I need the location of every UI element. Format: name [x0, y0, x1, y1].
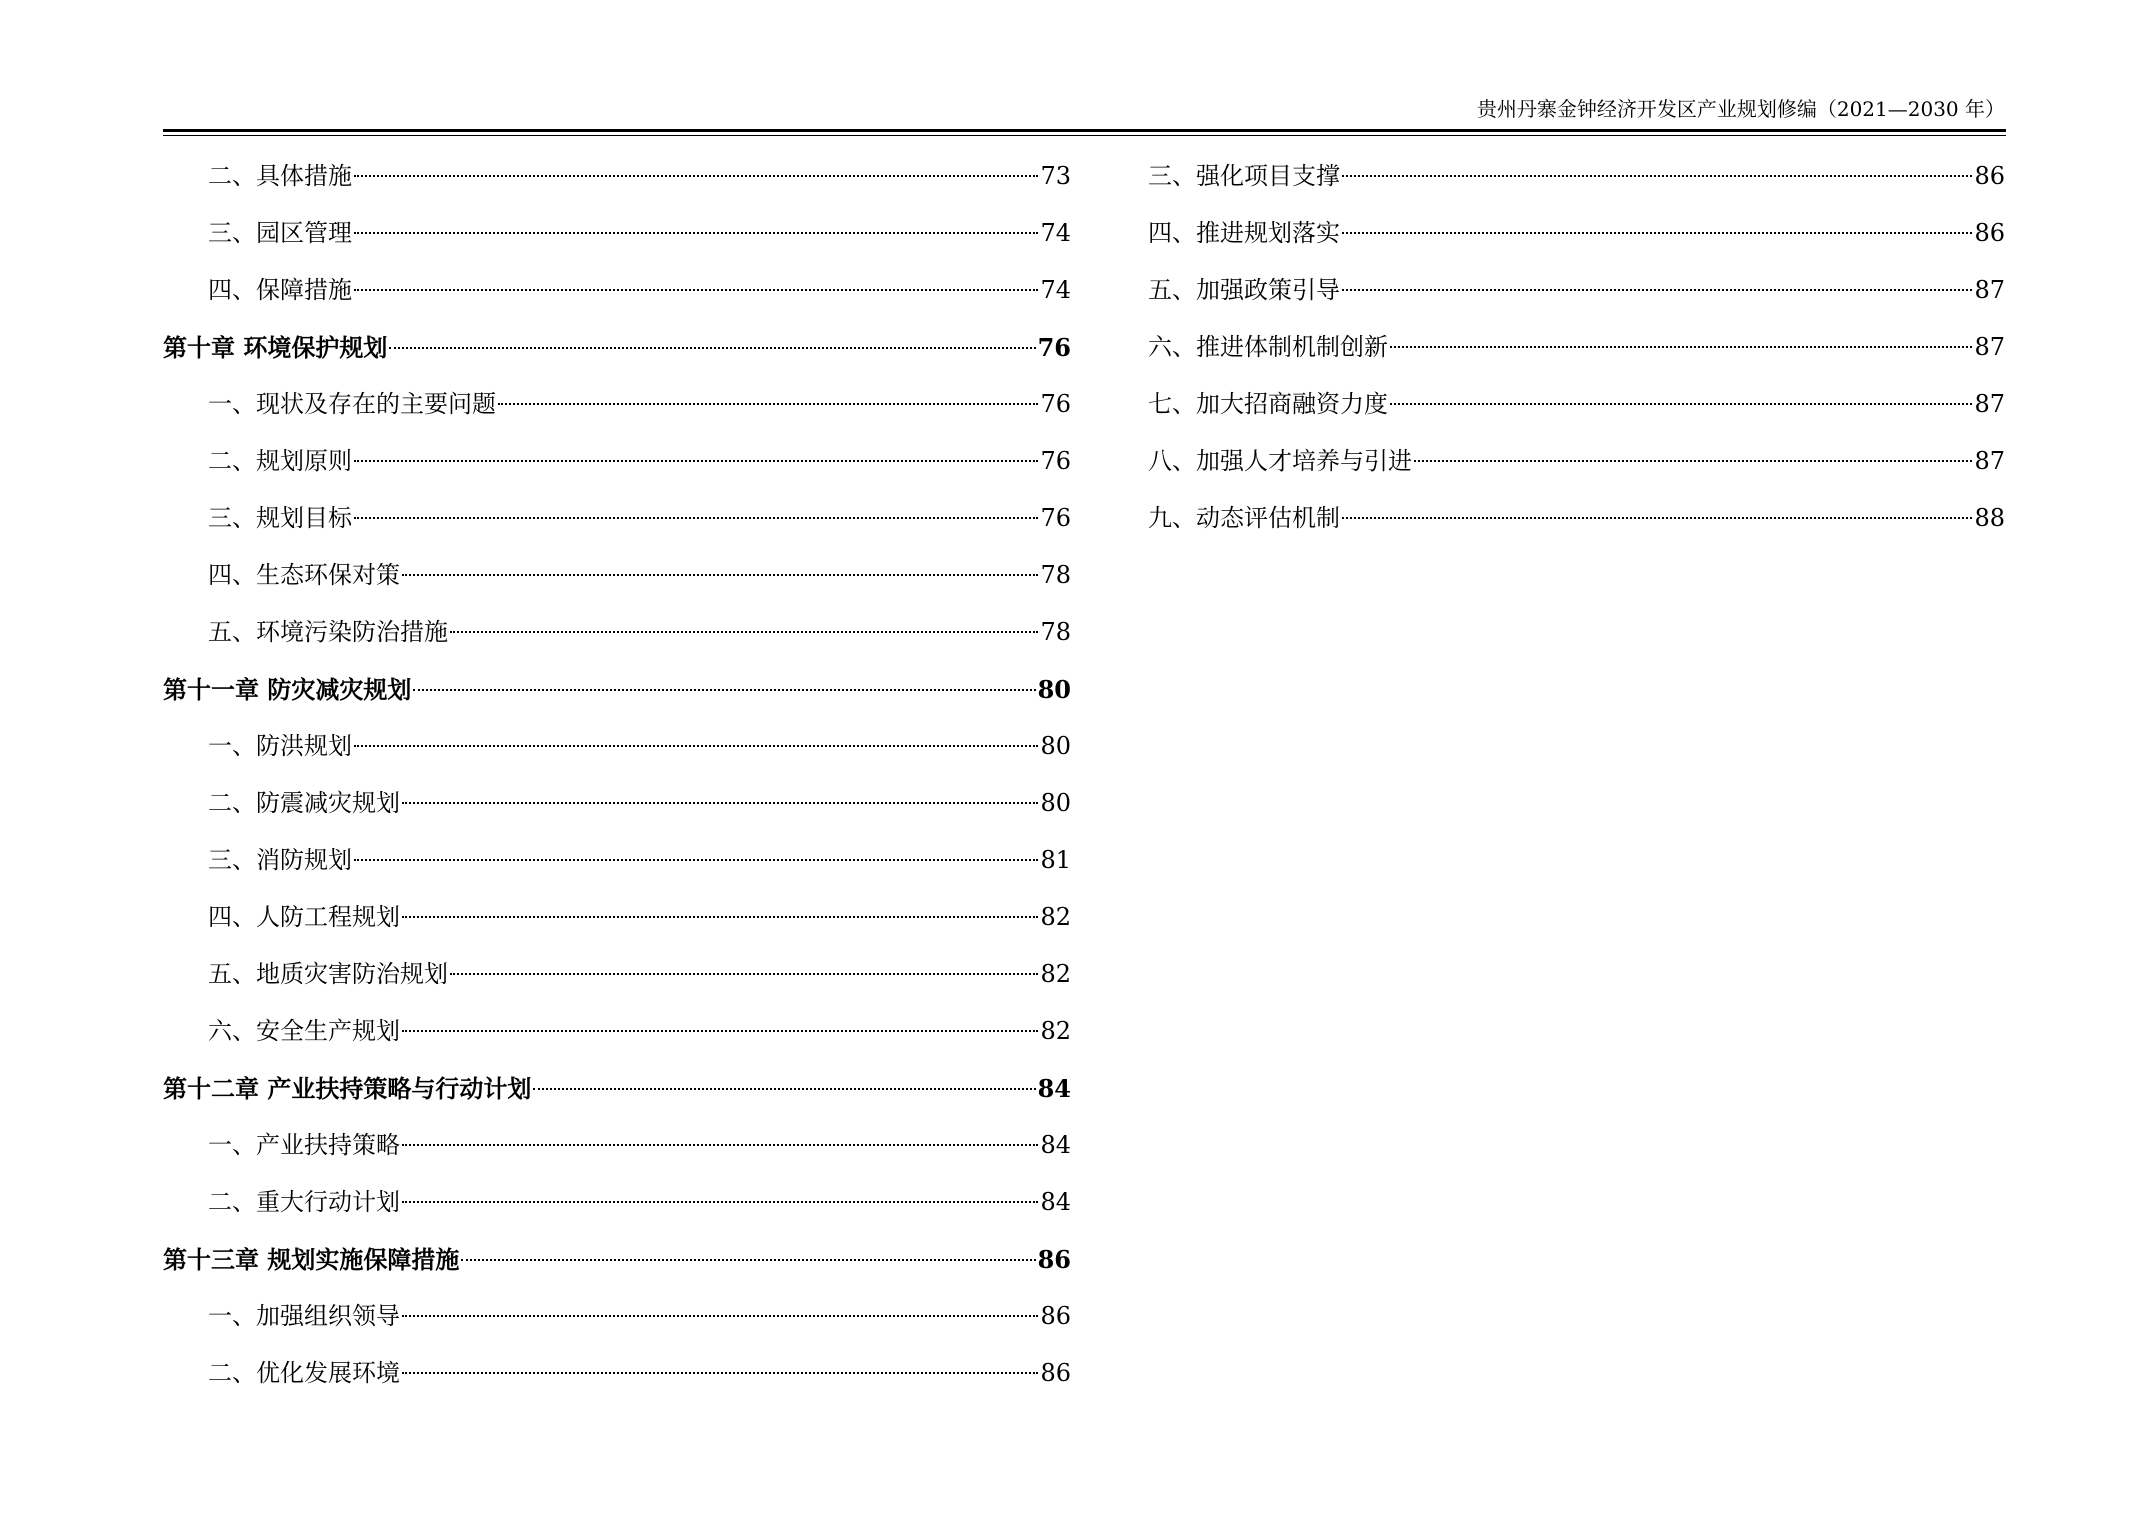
- toc-dot-leader: [354, 745, 1038, 747]
- toc-section-entry[interactable]: [1148, 319, 2005, 376]
- toc-dot-leader: [354, 175, 1038, 177]
- toc-dot-leader: [1342, 175, 1972, 177]
- toc-entry-title: 一、现状及存在的主要问题: [208, 390, 496, 418]
- toc-entry-title: 第十二章 产业扶持策略与行动计划: [163, 1074, 532, 1103]
- header-rule-thick: [163, 129, 2006, 132]
- toc-section-entry[interactable]: [163, 718, 1071, 775]
- toc-page-number: 84: [1040, 1131, 1071, 1159]
- toc-chapter-entry[interactable]: [163, 661, 1071, 718]
- toc-page-number: 87: [1974, 333, 2005, 361]
- toc-dot-leader: [354, 859, 1038, 861]
- toc-section-entry[interactable]: [163, 832, 1071, 889]
- toc-page-number: 78: [1040, 561, 1071, 589]
- toc-page-number: 80: [1040, 789, 1071, 817]
- toc-entry-title: 二、具体措施: [208, 162, 352, 190]
- toc-dot-leader: [389, 347, 1035, 349]
- toc-entry-title: 一、防洪规划: [208, 732, 352, 760]
- document-header-title: 贵州丹寨金钟经济开发区产业规划修编（2021—2030 年）: [1476, 97, 2005, 121]
- toc-dot-leader: [461, 1259, 1035, 1261]
- toc-entry-title: 一、产业扶持策略: [208, 1131, 400, 1159]
- toc-entry-title: 七、加大招商融资力度: [1148, 390, 1388, 418]
- toc-dot-leader: [450, 973, 1038, 975]
- toc-page-number: 81: [1040, 846, 1071, 874]
- toc-dot-leader: [1342, 232, 1972, 234]
- toc-entry-title: 四、人防工程规划: [208, 903, 400, 931]
- toc-section-entry[interactable]: [163, 1288, 1071, 1345]
- toc-section-entry[interactable]: [163, 946, 1071, 1003]
- toc-page-number: 86: [1974, 162, 2005, 190]
- toc-page-number: 88: [1974, 504, 2005, 532]
- toc-section-entry[interactable]: [163, 1003, 1071, 1060]
- toc-section-entry[interactable]: [163, 433, 1071, 490]
- toc-entry-title: 三、规划目标: [208, 504, 352, 532]
- toc-section-entry[interactable]: [163, 889, 1071, 946]
- toc-entry-title: 第十章 环境保护规划: [163, 333, 388, 362]
- toc-dot-leader: [402, 1030, 1038, 1032]
- toc-entry-title: 三、强化项目支撑: [1148, 162, 1340, 190]
- toc-entry-title: 四、保障措施: [208, 276, 352, 304]
- toc-section-entry[interactable]: [1148, 433, 2005, 490]
- toc-chapter-entry[interactable]: [163, 1231, 1071, 1288]
- toc-page-number: 74: [1040, 276, 1071, 304]
- toc-dot-leader: [402, 916, 1038, 918]
- toc-entry-title: 八、加强人才培养与引进: [1148, 447, 1412, 475]
- toc-section-entry[interactable]: [163, 148, 1071, 205]
- toc-dot-leader: [402, 1201, 1038, 1203]
- toc-chapter-entry[interactable]: [163, 319, 1071, 376]
- toc-entry-title: 五、环境污染防治措施: [208, 618, 448, 646]
- toc-entry-title: 四、推进规划落实: [1148, 219, 1340, 247]
- toc-page-number: 76: [1040, 447, 1071, 475]
- toc-page-number: 84: [1040, 1188, 1071, 1216]
- toc-dot-leader: [1414, 460, 1972, 462]
- toc-page-number: 76: [1037, 333, 1071, 362]
- toc-dot-leader: [533, 1088, 1035, 1090]
- toc-dot-leader: [354, 460, 1038, 462]
- toc-section-entry[interactable]: [1148, 148, 2005, 205]
- toc-section-entry[interactable]: [163, 262, 1071, 319]
- toc-dot-leader: [354, 289, 1038, 291]
- toc-dot-leader: [1390, 403, 1972, 405]
- toc-page-number: 86: [1974, 219, 2005, 247]
- toc-section-entry[interactable]: [163, 1345, 1071, 1402]
- toc-dot-leader: [402, 1372, 1038, 1374]
- toc-chapter-entry[interactable]: [163, 1060, 1071, 1117]
- toc-page-number: 84: [1037, 1074, 1071, 1103]
- toc-entry-title: 第十三章 规划实施保障措施: [163, 1245, 460, 1274]
- toc-entry-title: 三、园区管理: [208, 219, 352, 247]
- toc-page-number: 82: [1040, 960, 1071, 988]
- toc-dot-leader: [413, 689, 1035, 691]
- toc-entry-title: 二、防震减灾规划: [208, 789, 400, 817]
- toc-page-number: 73: [1040, 162, 1071, 190]
- toc-dot-leader: [354, 517, 1038, 519]
- toc-section-entry[interactable]: [1148, 262, 2005, 319]
- toc-dot-leader: [402, 1315, 1038, 1317]
- toc-dot-leader: [1342, 517, 1972, 519]
- toc-page-number: 76: [1040, 390, 1071, 418]
- toc-section-entry[interactable]: [1148, 490, 2005, 547]
- toc-dot-leader: [402, 574, 1038, 576]
- toc-page-number: 86: [1040, 1302, 1071, 1330]
- toc-page-number: 87: [1974, 276, 2005, 304]
- toc-entry-title: 九、动态评估机制: [1148, 504, 1340, 532]
- toc-page-number: 86: [1040, 1359, 1071, 1387]
- toc-section-entry[interactable]: [163, 376, 1071, 433]
- toc-page-number: 80: [1040, 732, 1071, 760]
- toc-section-entry[interactable]: [163, 205, 1071, 262]
- toc-entry-title: 第十一章 防灾减灾规划: [163, 675, 412, 704]
- toc-page-number: 87: [1974, 390, 2005, 418]
- toc-entry-title: 六、安全生产规划: [208, 1017, 400, 1045]
- toc-dot-leader: [498, 403, 1038, 405]
- toc-section-entry[interactable]: [163, 604, 1071, 661]
- toc-section-entry[interactable]: [163, 775, 1071, 832]
- toc-section-entry[interactable]: [1148, 376, 2005, 433]
- toc-entry-title: 二、重大行动计划: [208, 1188, 400, 1216]
- toc-dot-leader: [1390, 346, 1972, 348]
- header-rule-thin: [163, 135, 2006, 136]
- toc-entry-title: 五、地质灾害防治规划: [208, 960, 448, 988]
- toc-page-number: 80: [1037, 675, 1071, 704]
- toc-section-entry[interactable]: [1148, 205, 2005, 262]
- toc-dot-leader: [402, 1144, 1038, 1146]
- toc-dot-leader: [450, 631, 1038, 633]
- toc-page-number: 82: [1040, 1017, 1071, 1045]
- toc-entry-title: 六、推进体制机制创新: [1148, 333, 1388, 361]
- toc-entry-title: 一、加强组织领导: [208, 1302, 400, 1330]
- toc-page-number: 87: [1974, 447, 2005, 475]
- toc-entry-title: 三、消防规划: [208, 846, 352, 874]
- toc-dot-leader: [402, 802, 1038, 804]
- toc-entry-title: 五、加强政策引导: [1148, 276, 1340, 304]
- toc-page-number: 76: [1040, 504, 1071, 532]
- toc-left-column: [163, 148, 1071, 1402]
- toc-page-number: 74: [1040, 219, 1071, 247]
- toc-entry-title: 二、优化发展环境: [208, 1359, 400, 1387]
- toc-page-number: 82: [1040, 903, 1071, 931]
- toc-page-number: 86: [1037, 1245, 1071, 1274]
- toc-section-entry[interactable]: [163, 1174, 1071, 1231]
- toc-section-entry[interactable]: [163, 1117, 1071, 1174]
- toc-right-column: [1148, 148, 2005, 547]
- toc-section-entry[interactable]: [163, 547, 1071, 604]
- toc-entry-title: 二、规划原则: [208, 447, 352, 475]
- toc-page-number: 78: [1040, 618, 1071, 646]
- toc-section-entry[interactable]: [163, 490, 1071, 547]
- toc-dot-leader: [354, 232, 1038, 234]
- toc-entry-title: 四、生态环保对策: [208, 561, 400, 589]
- toc-dot-leader: [1342, 289, 1972, 291]
